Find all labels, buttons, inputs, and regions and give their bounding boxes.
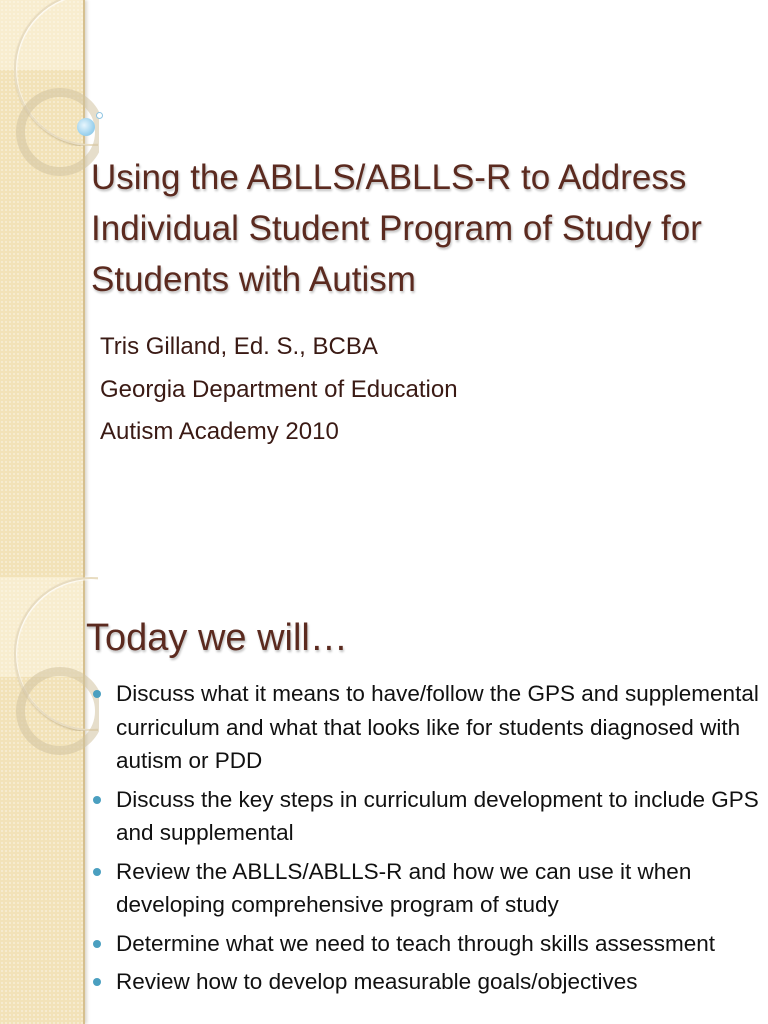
list-item [92,677,762,778]
bullet-icon [93,796,101,804]
bullet-icon [93,868,101,876]
bullet-icon [93,940,101,948]
list-item [92,927,762,961]
presenter-name: Tris Gilland, Ed. S., BCBA [100,333,378,360]
bullet-icon [93,978,101,986]
decorative-ring-icon [16,667,104,755]
bullet-icon [93,690,101,698]
list-item-text: Review how to develop measurable goals/objectives [116,969,638,994]
agenda-list [92,677,762,1004]
agenda-slide [0,577,768,1024]
slide-subtitle [100,326,458,454]
decorative-bubble-icon [77,118,95,136]
list-item-text: Discuss the key steps in curriculum development to include GPS and supplemental [116,786,759,845]
list-item [92,855,762,922]
decorative-bubble-icon [96,112,103,119]
list-item-text: Review the ABLLS/ABLLS-R and how we can use it when developing comprehensive program of study [116,858,692,917]
list-item [92,783,762,850]
list-item [92,965,762,999]
list-item-text: Determine what we need to teach through skills assessment [116,930,716,956]
slide-heading: Today we will… [86,617,348,659]
organization: Georgia Department of Education [100,375,458,403]
slide-title: Using the ABLLS/ABLLS-R to Address Individual Student Program of Study for Students with Autism [91,158,702,299]
list-item-text: Discuss what it means to have/follow the GPS and supplemental curriculum and what that looks like for students diagnosed with autism or PDD [116,681,759,773]
event-name: Autism Academy 2010 [100,418,339,445]
